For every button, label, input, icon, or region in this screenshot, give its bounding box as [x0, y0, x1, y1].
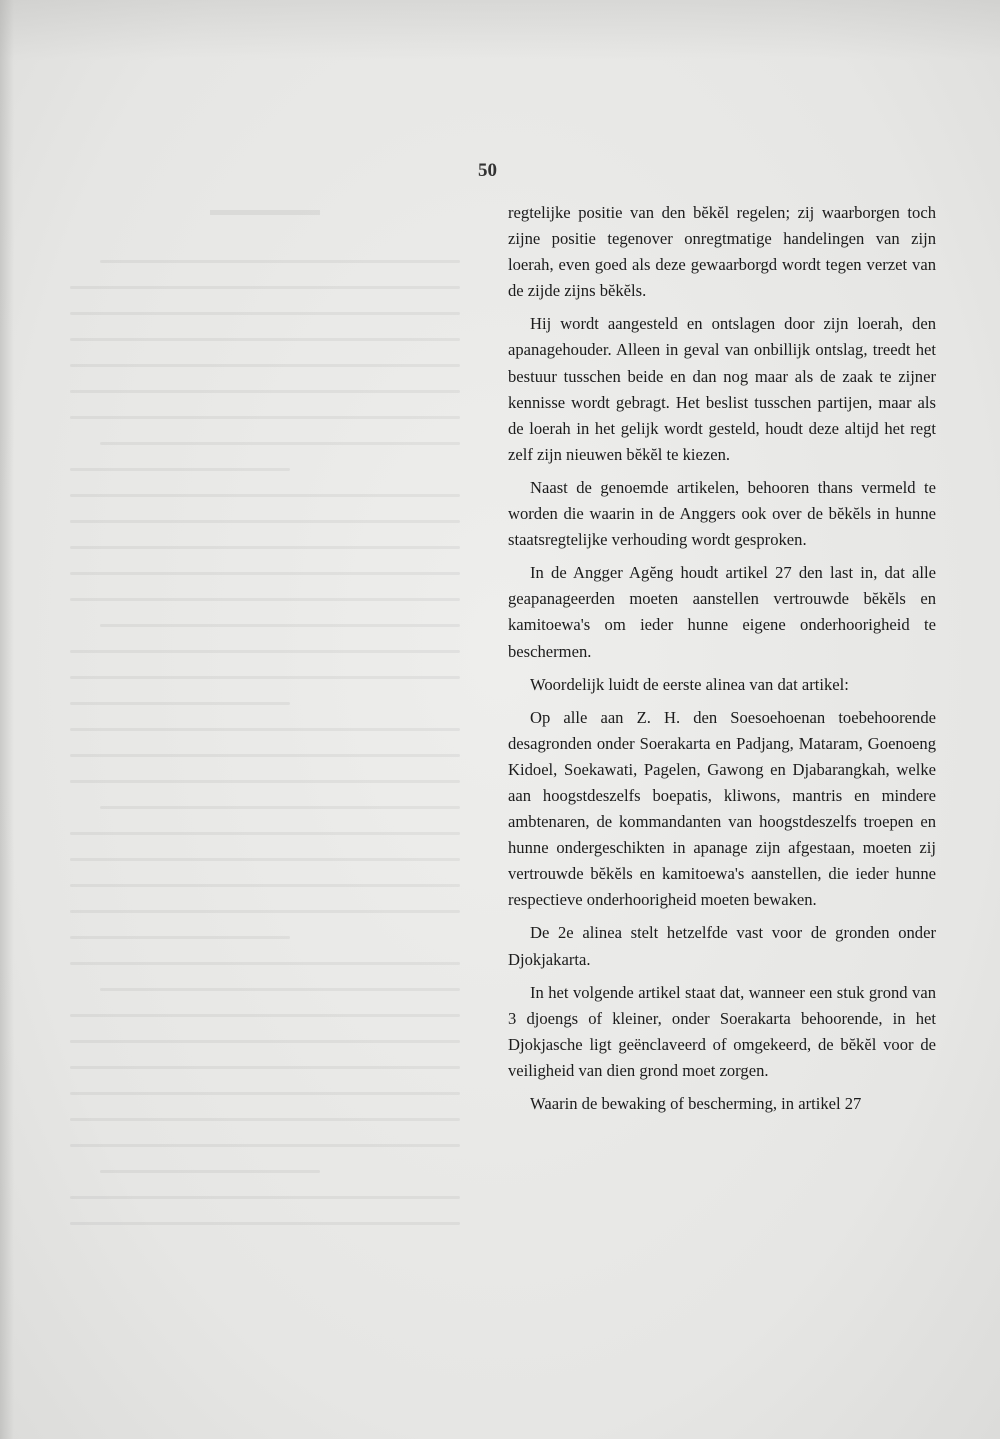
top-edge-shadow [0, 0, 1000, 60]
show-through-line [70, 494, 460, 497]
binding-shadow [0, 0, 14, 1439]
show-through-line [70, 1222, 460, 1225]
paragraph: Woordelijk luidt de eerste alinea van dat artikel: [530, 674, 849, 694]
paragraph: Op alle aan Z. H. den Soesoehoenan toebehoorende desagronden onder Soerakarta en Padjang, Mataram, Goenoeng Kidoel, Soekawati, Pagelen, Gawong en Djabarangkah, welke aan hoogstdeszelfs boepatis, kliwons, mantris en mindere ambtenaren, de kommandanten van hoogstdeszelfs troepen en hunne ondergeschikten in apanage zijn afgestaan, moeten zij vertrouwde bĕkĕls en kamitoewa's aanstellen, die ieder hunne respectieve onderhoorigheid moeten bewaken. [508, 707, 936, 910]
show-through-line [70, 1040, 460, 1043]
show-through-line [70, 1014, 460, 1017]
show-through-line [70, 754, 460, 757]
show-through-line [70, 702, 290, 705]
show-through-line [70, 546, 460, 549]
show-through-line [100, 260, 460, 263]
show-through-line [70, 832, 460, 835]
paragraph: Naast de genoemde artikelen, behooren thans vermeld te worden die waarin in de Anggers ook over de bĕkĕls in hunne staatsregtelijke verhouding wordt gesproken. [508, 477, 936, 550]
show-through-line [70, 598, 460, 601]
paragraph: In het volgende artikel staat dat, wanneer een stuk grond van 3 djoengs of kleiner, onder Soerakarta behoorende, in het Djokjasche ligt geënclaveerd of omgekeerd, de bĕkĕl voor de veiligheid van dien grond moet zorgen. [508, 982, 936, 1080]
paragraph: Waarin de bewaking of bescherming, in artikel 27 [530, 1094, 862, 1113]
show-through-line [70, 910, 460, 913]
show-through-line [70, 338, 460, 341]
show-through-line [70, 572, 460, 575]
show-through-line [70, 858, 460, 861]
page-number: 50 [478, 160, 497, 181]
show-through-line [70, 1118, 460, 1121]
show-through-line [70, 1196, 460, 1199]
show-through-line [70, 884, 460, 887]
show-through-line [70, 286, 460, 289]
show-through-line [70, 1092, 460, 1095]
show-through-heading [210, 210, 320, 215]
show-through-line [100, 624, 460, 627]
show-through-line [70, 312, 460, 315]
show-through-line [70, 520, 460, 523]
show-through-line [70, 364, 460, 367]
show-through-line [70, 936, 290, 939]
show-through-line [70, 1144, 460, 1147]
show-through-text [60, 200, 470, 1260]
show-through-line [70, 962, 460, 965]
body-text-column [508, 200, 936, 1124]
show-through-line [100, 1170, 320, 1173]
show-through-line [100, 442, 460, 445]
show-through-line [70, 390, 460, 393]
show-through-line [70, 728, 460, 731]
show-through-line [70, 780, 460, 783]
paragraph: Hij wordt aangesteld en ontslagen door zijn loerah, den apanagehouder. Alleen in geval van onbillijk ontslag, treedt het bestuur tusschen beide en dan nog maar als de zaak te zijner kennisse wordt gebragt. Het beslist tusschen partijen, maar als de loerah in het gelijk wordt gesteld, houdt deze altijd het regt zelf zijn nieuwen bĕkĕl te kiezen. [508, 314, 936, 464]
paragraph: regtelijke positie van den bĕkĕl regelen; zij waarborgen toch zijne positie tegenover onregtmatige handelingen van zijn loerah, even goed als deze gewaarborgd wordt tegen verzet van de zijde zijns bĕkĕls. [508, 203, 936, 301]
show-through-line [70, 676, 460, 679]
show-through-line [70, 650, 460, 653]
show-through-line [100, 806, 460, 809]
paragraph: In de Angger Agĕng houdt artikel 27 den last in, dat alle geapanageerden moeten aanstellen vertrouwde bĕkĕls en kamitoewa's om ieder hunne eigene onderhoorigheid te beschermen. [508, 563, 936, 661]
show-through-line [70, 416, 460, 419]
show-through-line [100, 988, 460, 991]
paragraph: De 2e alinea stelt hetzelfde vast voor de gronden onder Djokjakarta. [508, 923, 936, 969]
show-through-line [70, 468, 290, 471]
show-through-line [70, 1066, 460, 1069]
